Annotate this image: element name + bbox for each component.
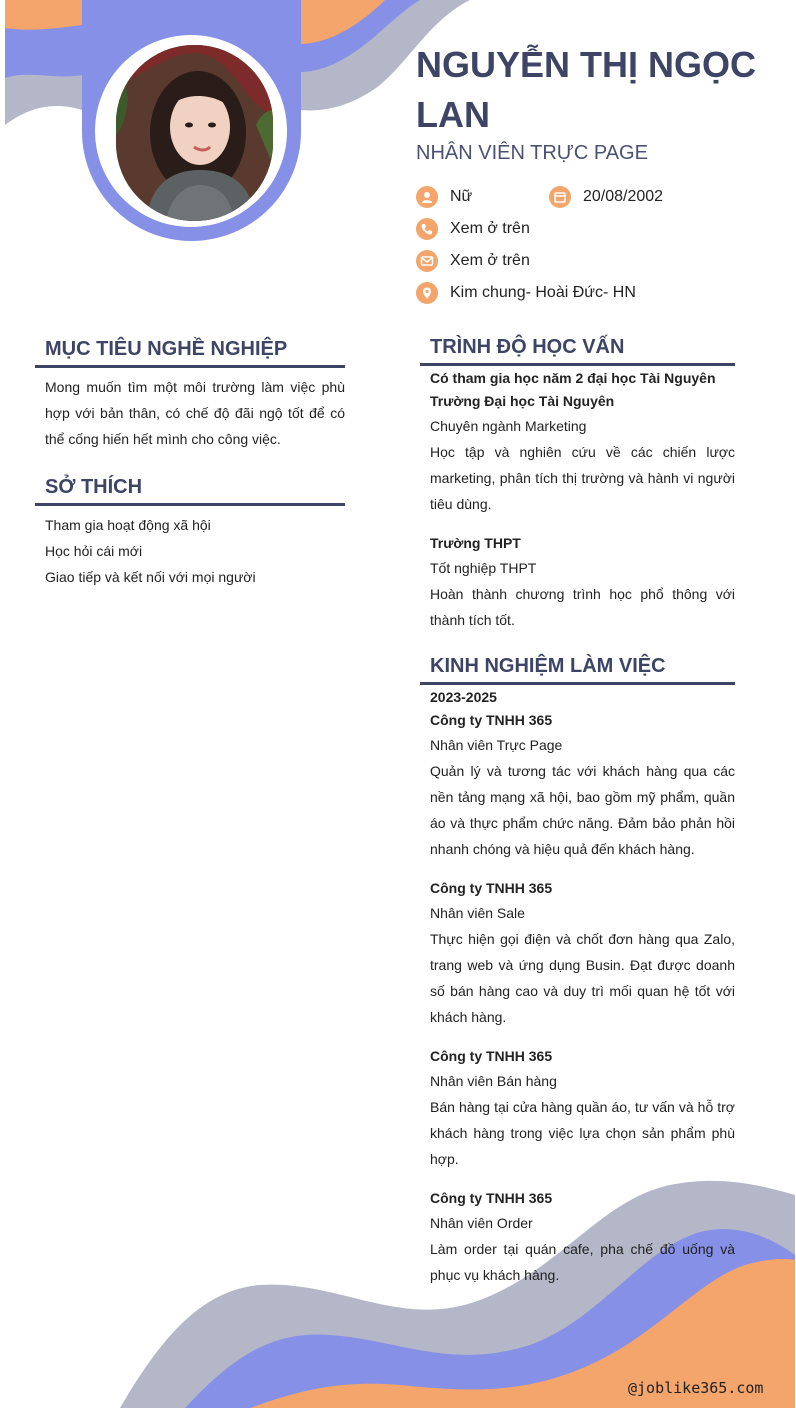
job-position: Nhân viên Trực Page	[430, 737, 563, 753]
phone-row	[416, 218, 530, 240]
education-major: Chuyên ngành Marketing	[430, 418, 587, 434]
education-period: Có tham gia học năm 2 đại học Tài Nguyên	[430, 370, 716, 386]
job-position: Nhân viên Order	[430, 1215, 533, 1231]
job-company: Công ty TNHH 365	[430, 1190, 553, 1206]
hobby-item: Giao tiếp và kết nối với mọi người	[45, 569, 256, 585]
job-company: Công ty TNHH 365	[430, 880, 553, 896]
hobby-item: Học hỏi cái mới	[45, 543, 143, 559]
job-position: Nhân viên Sale	[430, 905, 525, 921]
mail-icon	[416, 250, 438, 272]
experience-heading: KINH NGHIỆM LÀM VIỆC	[420, 655, 735, 685]
calendar-icon	[549, 186, 571, 208]
job-desc: Quản lý và tương tác với khách hàng qua các nền tảng mạng xã hội, bao gồm mỹ phẩm, quần áo và thực phẩm chức năng. Đảm bảo phản hồi nhanh chóng và hiệu quả đến khách hàng.	[430, 763, 735, 857]
birthdate-row	[549, 186, 663, 208]
candidate-name: NGUYỄN THỊ NGỌC LAN	[416, 44, 757, 135]
email-value[interactable]: Xem ở trên	[450, 252, 530, 269]
hobbies-heading: SỞ THÍCH	[35, 476, 345, 506]
address-row	[416, 282, 636, 304]
avatar	[116, 45, 273, 221]
job-desc: Làm order tại quán cafe, pha chế đồ uống và phục vụ khách hàng.	[430, 1241, 735, 1283]
phone-icon	[416, 218, 438, 240]
address-value: Kim chung- Hoài Đức- HN	[450, 284, 636, 301]
job-company: Công ty TNHH 365	[430, 712, 553, 728]
job-desc: Bán hàng tại cửa hàng quần áo, tư vấn và hỗ trợ khách hàng trong việc lựa chọn sản phẩm phù hợp.	[430, 1099, 735, 1167]
education-heading: TRÌNH ĐỘ HỌC VẤN	[420, 336, 735, 366]
location-pin-icon	[416, 282, 438, 304]
job-position: Nhân viên Bán hàng	[430, 1073, 557, 1089]
job-company: Công ty TNHH 365	[430, 1048, 553, 1064]
education-desc: Học tập và nghiên cứu về các chiến lược marketing, phân tích thị trường và hành vi người tiêu dùng.	[430, 444, 735, 512]
education-major: Tốt nghiệp THPT	[430, 560, 537, 576]
job-desc: Thực hiện gọi điện và chốt đơn hàng qua Zalo, trang web và ứng dụng Busin. Đạt được doanh số bán hàng cao và duy trì mối quan hệ tốt với khách hàng.	[430, 931, 735, 1025]
user-icon	[416, 186, 438, 208]
candidate-title: NHÂN VIÊN TRỰC PAGE	[416, 142, 648, 164]
objective-text: Mong muốn tìm một môi trường làm việc phù hợp với bản thân, có chế độ đãi ngộ tốt để có thể cống hiến hết mình cho công việc.	[45, 379, 345, 447]
gender-value: Nữ	[450, 188, 473, 205]
hobby-item: Tham gia hoạt động xã hội	[45, 517, 211, 533]
experience-period: 2023-2025	[430, 689, 497, 705]
education-school: Trường Đại học Tài Nguyên	[430, 393, 615, 409]
watermark: @joblike365.com	[628, 1379, 764, 1397]
email-row	[416, 250, 530, 272]
gender-row	[416, 186, 472, 208]
phone-value[interactable]: Xem ở trên	[450, 220, 530, 237]
birthdate-value: 20/08/2002	[583, 188, 664, 205]
objective-heading: MỤC TIÊU NGHỀ NGHIỆP	[35, 338, 345, 368]
education-school: Trường THPT	[430, 535, 521, 551]
education-desc: Hoàn thành chương trình học phổ thông với thành tích tốt.	[430, 586, 735, 628]
